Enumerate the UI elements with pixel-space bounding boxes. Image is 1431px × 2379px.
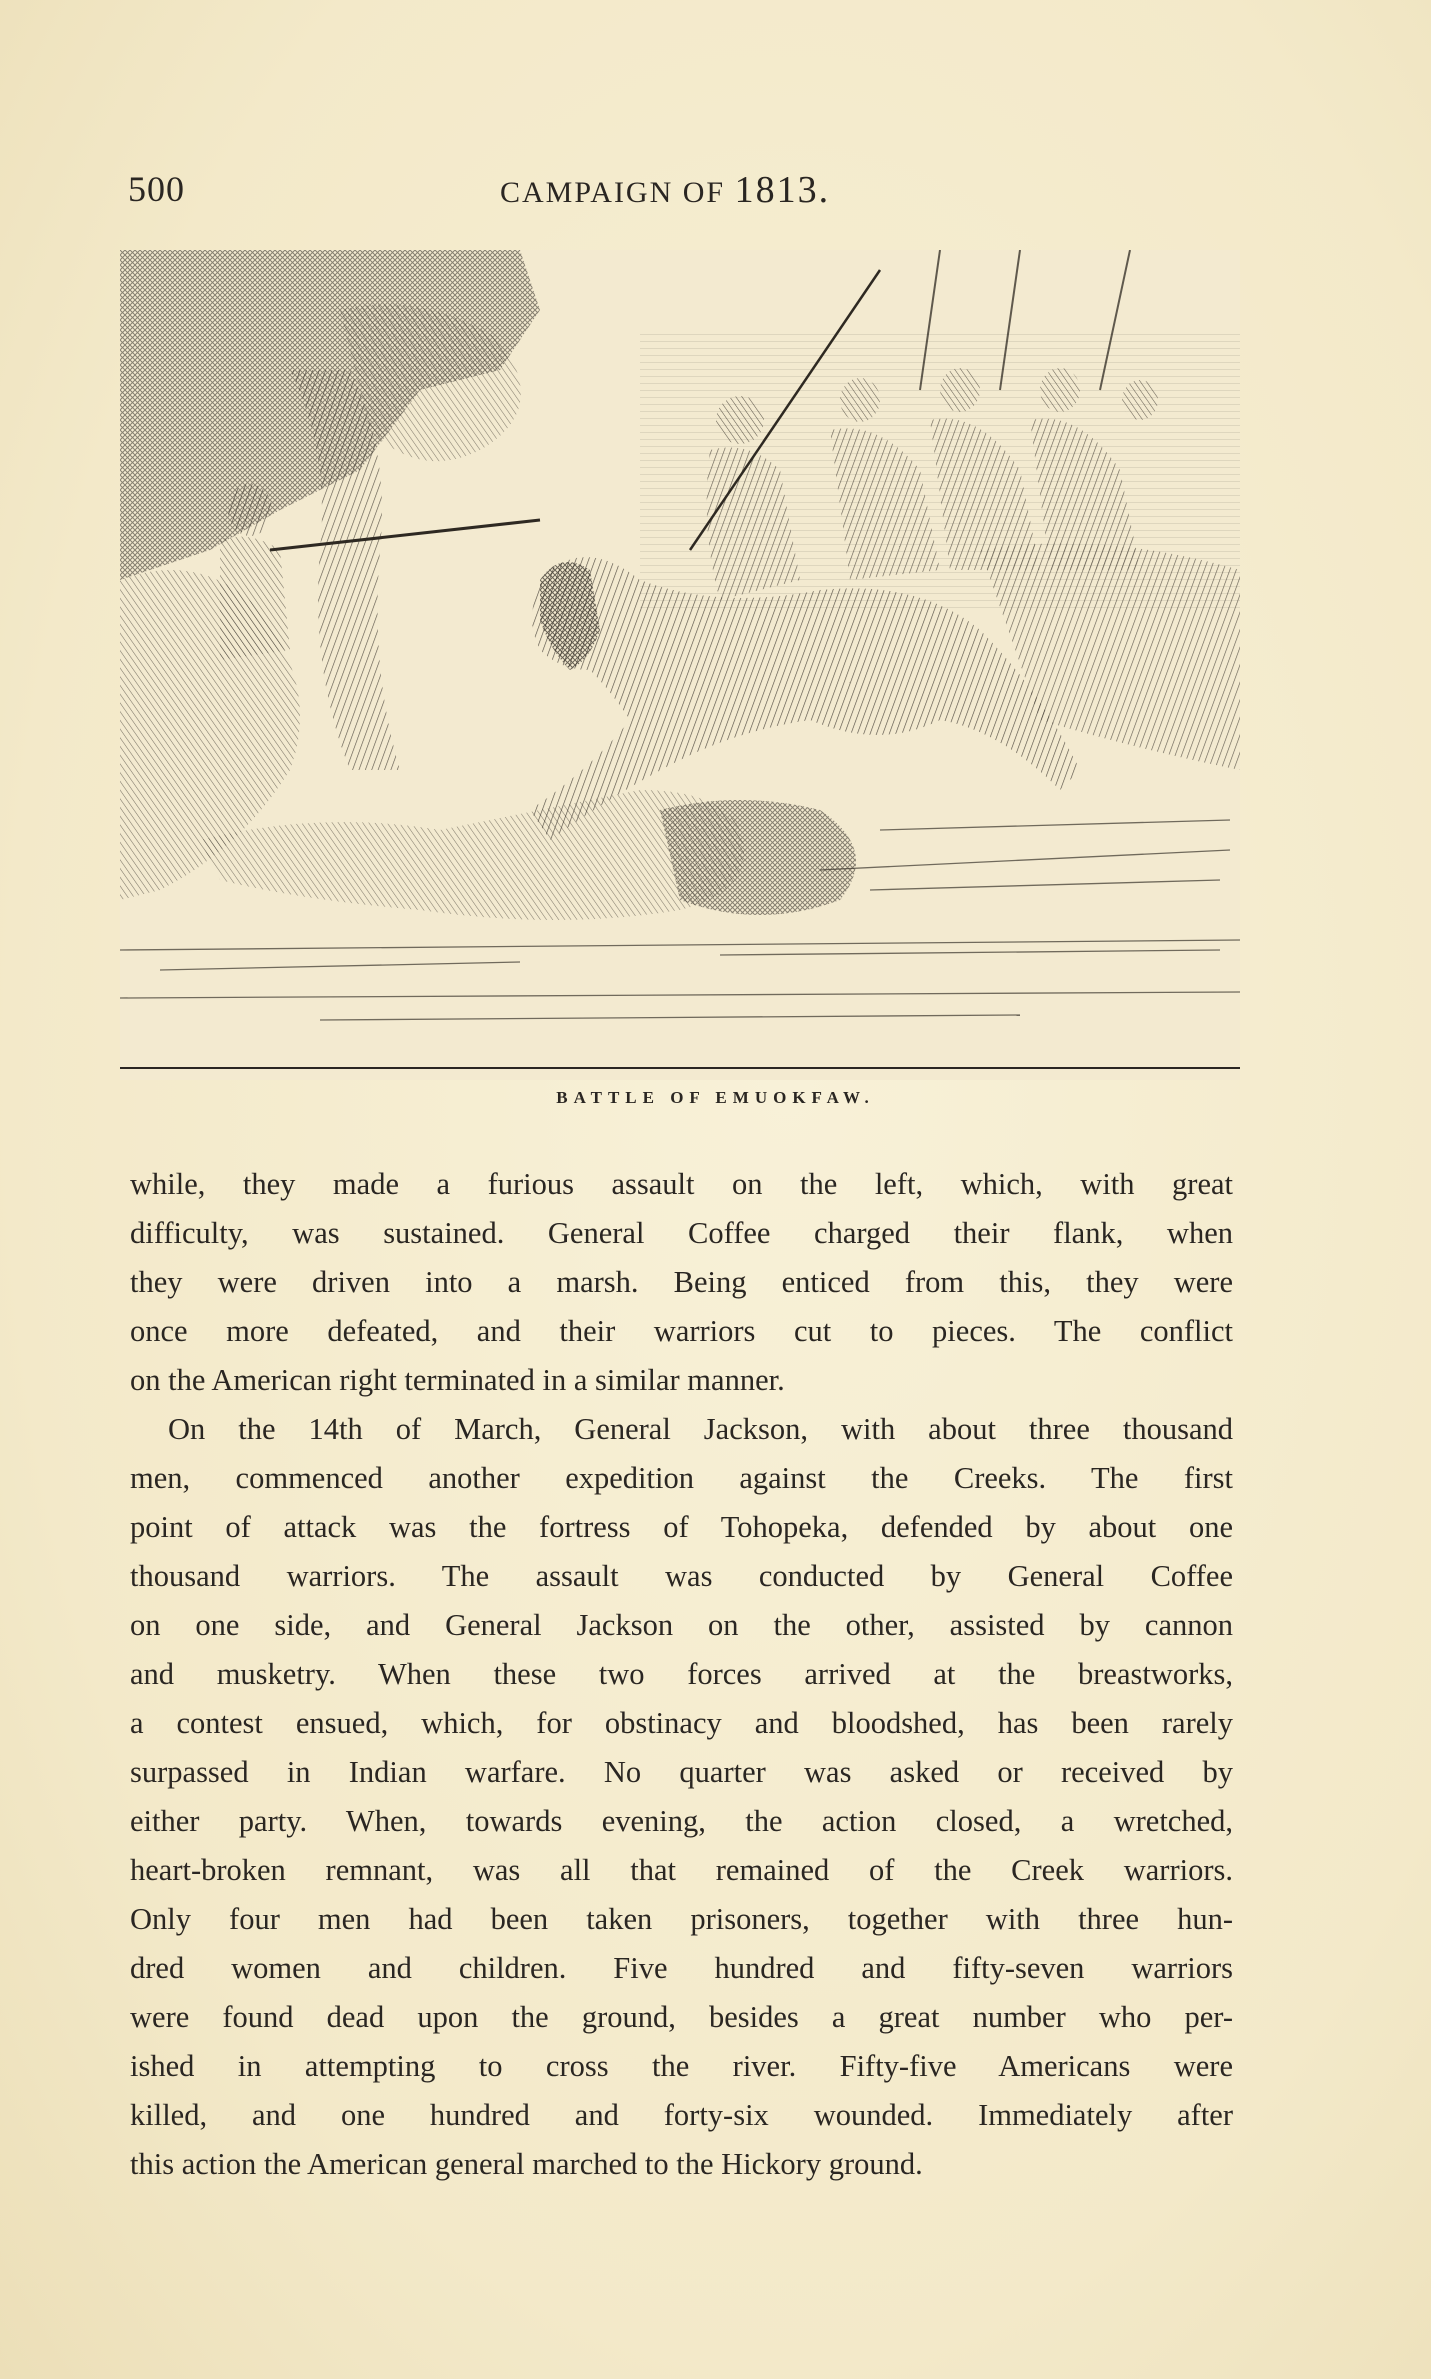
text-line: thousand warriors. The assault was conducted by General Coffee xyxy=(130,1559,1233,1593)
text-line: ished in attempting to cross the river. Fifty-five Americans were xyxy=(130,2049,1233,2083)
text-line: either party. When, towards evening, the action closed, a wretched, xyxy=(130,1804,1233,1838)
text-line: On the 14th of March, General Jackson, with about three thousand xyxy=(168,1412,1233,1446)
running-head-title: CAMPAIGN OF xyxy=(500,176,726,209)
text-line: dred women and children. Five hundred and fifty-seven warriors xyxy=(130,1951,1233,1985)
text-line: heart-broken remnant, was all that remained of the Creek warriors. xyxy=(130,1853,1233,1887)
battle-engraving xyxy=(120,250,1240,1080)
text-line: point of attack was the fortress of Tohopeka, defended by about one xyxy=(130,1510,1233,1544)
engraving-image xyxy=(120,250,1240,1080)
text-line: surpassed in Indian warfare. No quarter was asked or received by xyxy=(130,1755,1233,1789)
paragraph-2 xyxy=(130,1405,1233,2189)
running-head xyxy=(500,168,830,212)
text-line: and musketry. When these two forces arrived at the breastworks, xyxy=(130,1657,1233,1691)
text-line: on one side, and General Jackson on the other, assisted by cannon xyxy=(130,1608,1233,1642)
text-line: this action the American general marched to the Hickory ground. xyxy=(130,2147,923,2181)
text-line: while, they made a furious assault on the left, which, with great xyxy=(130,1167,1233,1201)
body-text xyxy=(130,1160,1233,2189)
text-line: once more defeated, and their warriors cut to pieces. The conflict xyxy=(130,1314,1233,1348)
page-number: 500 xyxy=(128,169,185,209)
paragraph-1 xyxy=(130,1160,1233,1405)
text-line: Only four men had been taken prisoners, together with three hun- xyxy=(130,1902,1233,1936)
text-line: killed, and one hundred and forty-six wounded. Immediately after xyxy=(130,2098,1233,2132)
text-line: were found dead upon the ground, besides a great number who per- xyxy=(130,2000,1233,2034)
running-head-year: 1813. xyxy=(734,169,831,211)
text-line: a contest ensued, which, for obstinacy and bloodshed, has been rarely xyxy=(130,1706,1233,1740)
text-line: on the American right terminated in a similar manner. xyxy=(130,1363,785,1397)
page-header xyxy=(128,168,1238,218)
text-line: difficulty, was sustained. General Coffee charged their flank, when xyxy=(130,1216,1233,1250)
illustration-caption: BATTLE OF EMUOKFAW. xyxy=(556,1088,875,1107)
text-line: men, commenced another expedition against the Creeks. The first xyxy=(130,1461,1233,1495)
text-line: they were driven into a marsh. Being enticed from this, they were xyxy=(130,1265,1233,1299)
